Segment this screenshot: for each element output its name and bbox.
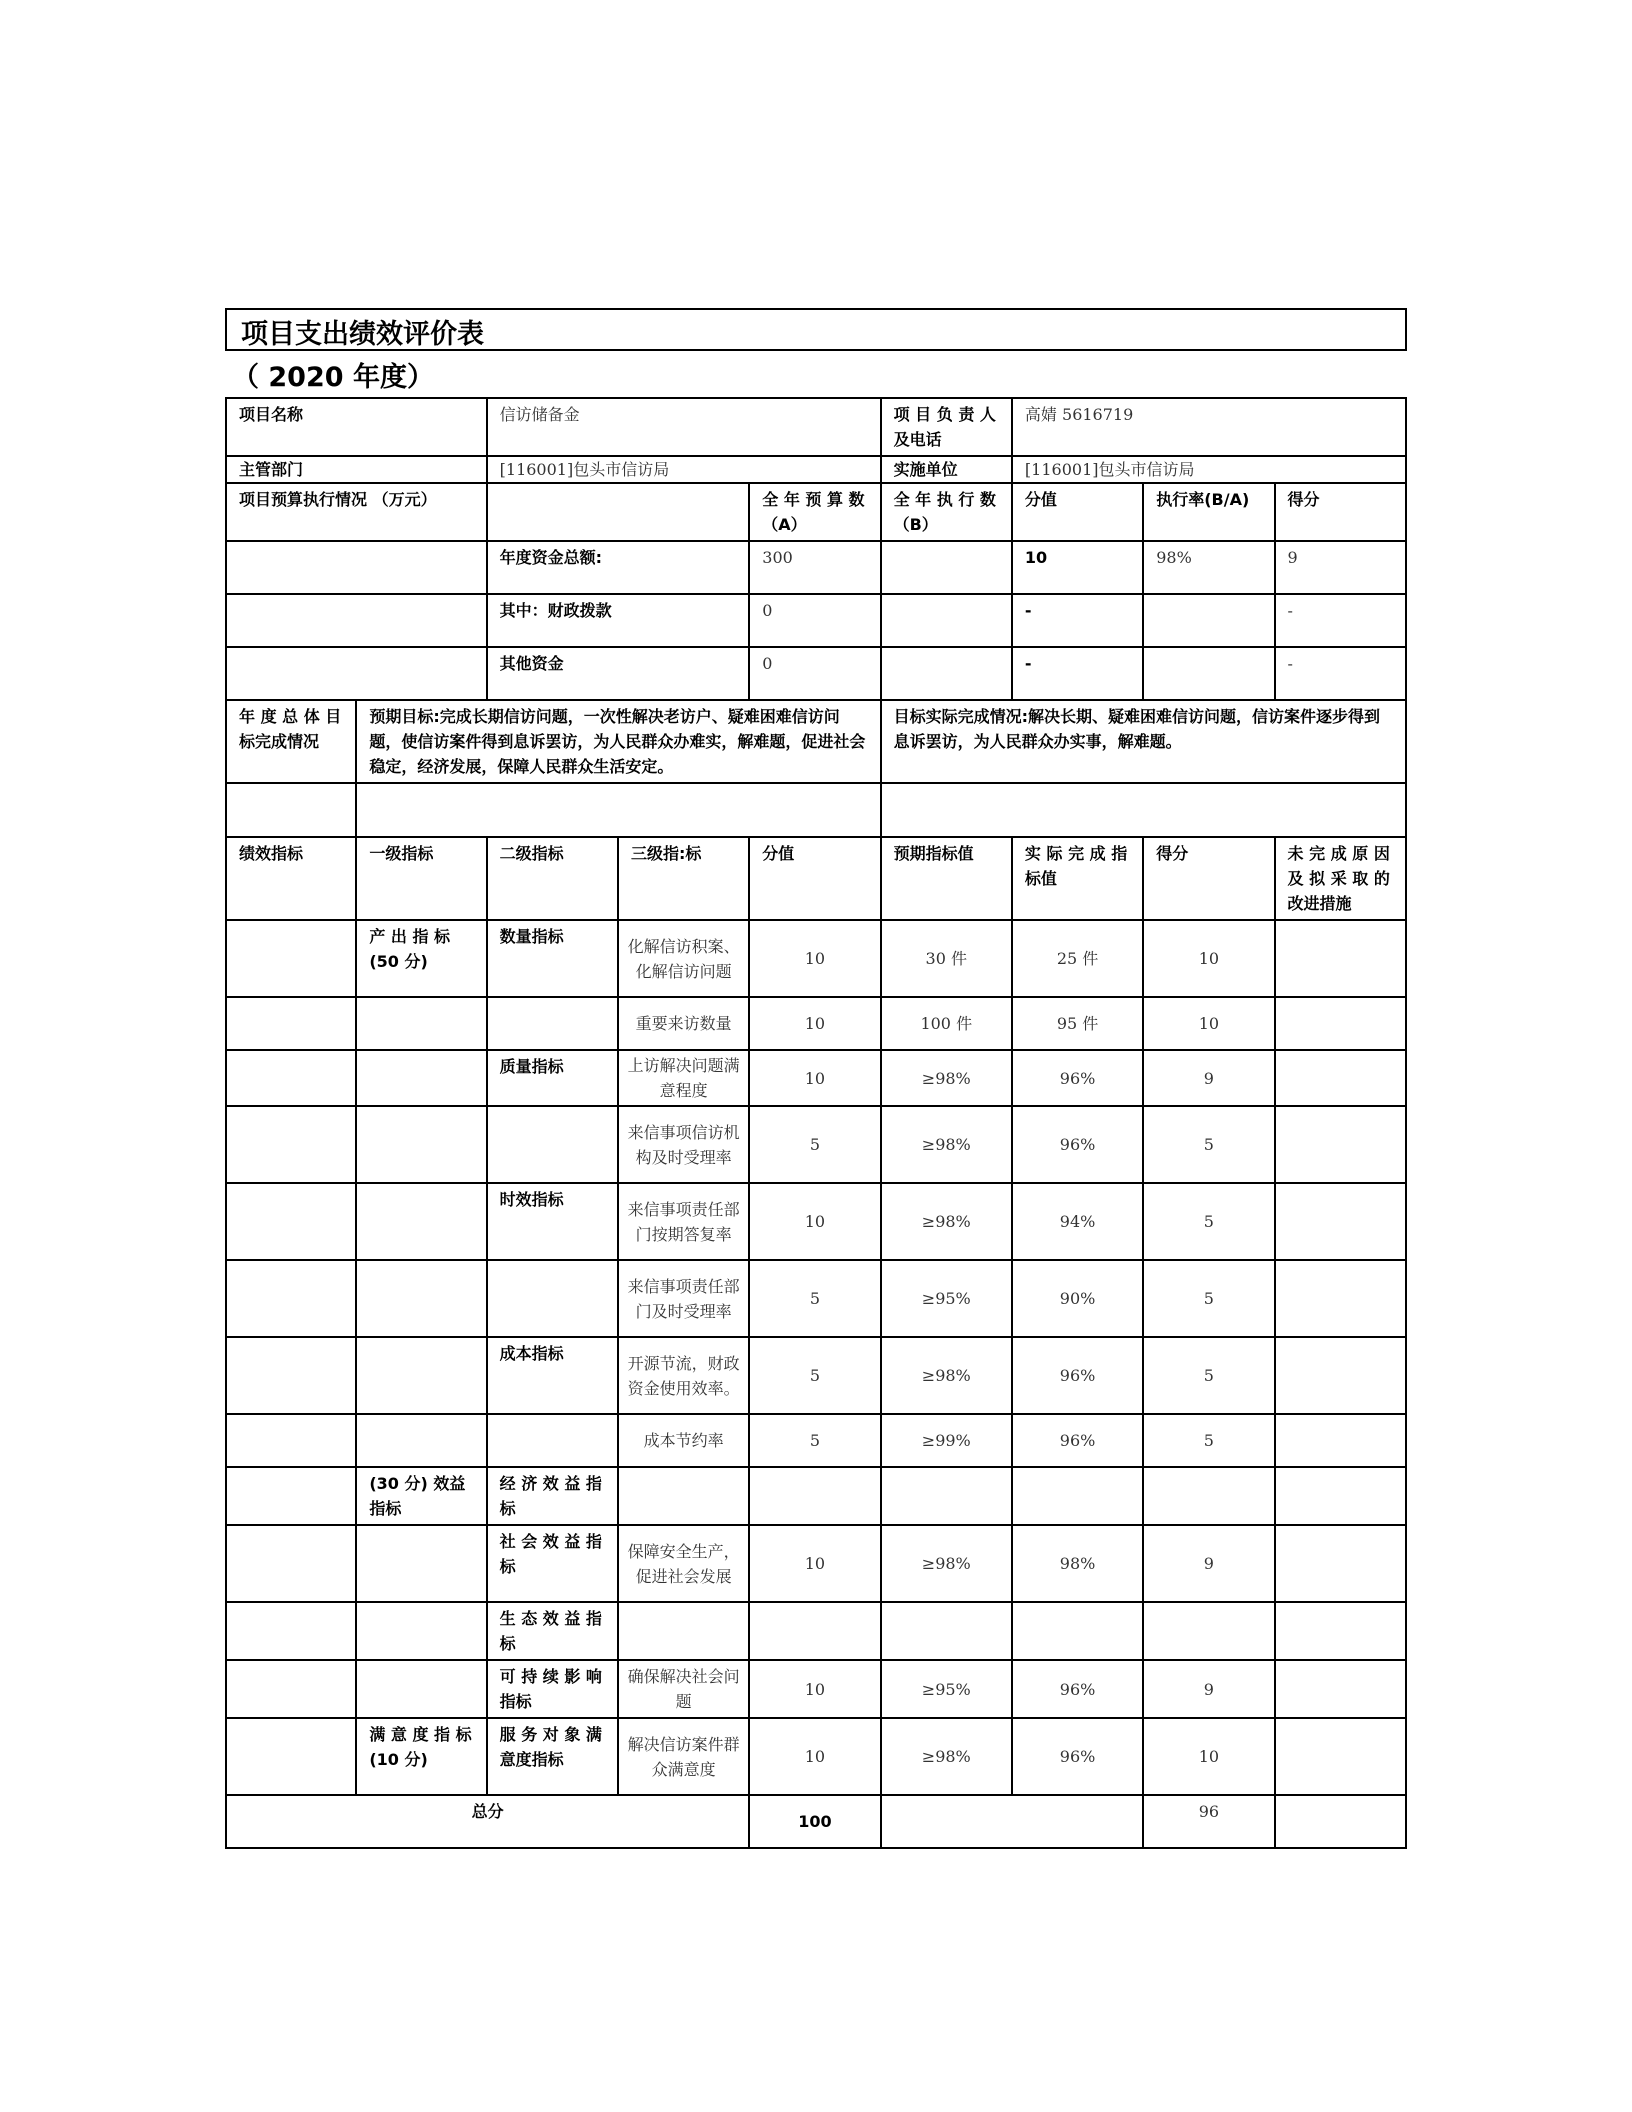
indicator-got: 9 — [1143, 1660, 1274, 1718]
blank-cell — [226, 920, 356, 997]
indicator-actual: 98% — [1012, 1525, 1143, 1602]
blank-cell — [226, 1337, 356, 1414]
info-row-project — [226, 398, 1406, 456]
indicator-actual: 25 件 — [1012, 920, 1143, 997]
indicator-reason — [1275, 1718, 1406, 1795]
indicator-reason — [1275, 1525, 1406, 1602]
leader-value: 高婧 5616719 — [1012, 398, 1406, 456]
project-name-label: 项目名称 — [226, 398, 487, 456]
budget-row-label: 年度资金总额: — [487, 541, 750, 594]
table-row — [226, 1467, 1406, 1525]
blank-cell — [226, 1660, 356, 1718]
indicator-reason — [1275, 1467, 1406, 1525]
indicator-l2: 生 态 效 益 指标 — [487, 1602, 618, 1660]
impl-label: 实施单位 — [881, 456, 1012, 483]
indicator-score: 10 — [749, 920, 880, 997]
indicator-score — [749, 1602, 880, 1660]
blank-cell — [226, 1183, 356, 1260]
indicator-got: 5 — [1143, 1260, 1274, 1337]
goal-label: 年 度 总 体 目 标完成情况 — [226, 700, 356, 783]
indicator-l1: 满 意 度 指 标 (10 分) — [356, 1718, 486, 1795]
table-row — [226, 1718, 1406, 1795]
indicator-got: 5 — [1143, 1106, 1274, 1183]
indicator-expect: ≥95% — [881, 1260, 1012, 1337]
indicator-score — [749, 1467, 880, 1525]
indicator-l2 — [487, 1106, 618, 1183]
indicator-got: 5 — [1143, 1337, 1274, 1414]
indicator-expect: ≥98% — [881, 1050, 1012, 1106]
ind-h-score: 分值 — [749, 837, 880, 920]
table-row — [226, 920, 1406, 997]
indicator-reason — [1275, 1337, 1406, 1414]
dept-value: [116001]包头市信访局 — [487, 456, 881, 483]
total-score: 100 — [749, 1795, 880, 1848]
indicator-expect: ≥95% — [881, 1660, 1012, 1718]
indicator-l1 — [356, 1414, 486, 1467]
indicator-l3: 开源节流，财政资金使用效率。 — [618, 1337, 749, 1414]
budget-row-plan: 300 — [749, 541, 880, 594]
indicator-expect: ≥98% — [881, 1525, 1012, 1602]
indicator-score: 10 — [749, 1183, 880, 1260]
indicator-reason — [1275, 1602, 1406, 1660]
indicator-l2: 可 持 续 影 响指标 — [487, 1660, 618, 1718]
indicator-got: 5 — [1143, 1183, 1274, 1260]
indicator-score: 10 — [749, 1660, 880, 1718]
table-row — [226, 1525, 1406, 1602]
year-label: （ 2020 年度） — [232, 362, 434, 393]
indicator-l2: 社 会 效 益 指标 — [487, 1525, 618, 1602]
blank-cell — [226, 1467, 356, 1525]
indicator-l3: 上访解决问题满意程度 — [618, 1050, 749, 1106]
ind-h-l1: 一级指标 — [356, 837, 486, 920]
budget-h-got: 得分 — [1275, 483, 1406, 541]
table-row — [226, 1660, 1406, 1718]
indicator-l3: 解决信访案件群众满意度 — [618, 1718, 749, 1795]
impl-value: [116001]包头市信访局 — [1012, 456, 1406, 483]
indicator-l3: 重要来访数量 — [618, 997, 749, 1050]
budget-row-label: 其中：财政拨款 — [487, 594, 750, 647]
blank-cell — [226, 1260, 356, 1337]
blank-cell — [226, 1414, 356, 1467]
budget-row-plan: 0 — [749, 594, 880, 647]
budget-rows — [226, 541, 1406, 700]
blank-cell — [881, 1795, 1144, 1848]
blank-cell — [226, 647, 487, 700]
indicator-actual: 96% — [1012, 1660, 1143, 1718]
table-row — [226, 1183, 1406, 1260]
ind-h-got: 得分 — [1143, 837, 1274, 920]
table-row — [226, 1337, 1406, 1414]
indicator-score: 10 — [749, 1050, 880, 1106]
indicator-l1 — [356, 1183, 486, 1260]
table-row — [226, 1050, 1406, 1106]
project-name-value: 信访储备金 — [487, 398, 881, 456]
budget-row-rate: 98% — [1143, 541, 1274, 594]
indicator-reason — [1275, 1050, 1406, 1106]
indicator-l1 — [356, 1602, 486, 1660]
indicator-l3: 来信事项责任部门按期答复率 — [618, 1183, 749, 1260]
info-row-dept — [226, 456, 1406, 483]
budget-row — [226, 541, 1406, 594]
indicator-l3: 确保解决社会问题 — [618, 1660, 749, 1718]
indicator-score: 5 — [749, 1414, 880, 1467]
blank-cell — [226, 1525, 356, 1602]
budget-row-exec — [881, 541, 1012, 594]
indicator-l2: 成本指标 — [487, 1337, 618, 1414]
ind-h-l2: 二级指标 — [487, 837, 618, 920]
budget-blank — [487, 483, 750, 541]
indicator-got: 10 — [1143, 1718, 1274, 1795]
indicator-l3 — [618, 1602, 749, 1660]
indicator-l3: 成本节约率 — [618, 1414, 749, 1467]
indicator-actual: 94% — [1012, 1183, 1143, 1260]
blank-cell — [226, 541, 487, 594]
indicator-l1 — [356, 1525, 486, 1602]
indicator-reason — [1275, 1106, 1406, 1183]
indicator-reason — [1275, 1660, 1406, 1718]
indicator-actual: 96% — [1012, 1106, 1143, 1183]
indicator-l1: 产 出 指 标 (50 分) — [356, 920, 486, 997]
total-row — [226, 1795, 1406, 1848]
indicator-l3: 保障安全生产，促进社会发展 — [618, 1525, 749, 1602]
indicator-l1: (30 分) 效益指标 — [356, 1467, 486, 1525]
indicator-actual: 96% — [1012, 1414, 1143, 1467]
indicator-reason — [1275, 1183, 1406, 1260]
goal-actual: 目标实际完成情况:解决长期、疑难困难信访问题，信访案件逐步得到息诉罢访，为人民群众办实事，解难题。 — [881, 700, 1406, 783]
budget-row-rate — [1143, 647, 1274, 700]
blank-cell — [226, 594, 487, 647]
table-row — [226, 1414, 1406, 1467]
budget-label: 项目预算执行情况 （万元） — [226, 483, 487, 541]
indicator-l2: 质量指标 — [487, 1050, 618, 1106]
indicator-l2: 数量指标 — [487, 920, 618, 997]
total-got: 96 — [1143, 1795, 1274, 1848]
goal-row — [226, 700, 1406, 783]
budget-row-rate — [1143, 594, 1274, 647]
blank-cell — [1275, 1795, 1406, 1848]
indicator-l2 — [487, 997, 618, 1050]
indicator-got: 10 — [1143, 920, 1274, 997]
indicator-got — [1143, 1602, 1274, 1660]
ind-h-expect: 预期指标值 — [881, 837, 1012, 920]
indicator-score: 10 — [749, 997, 880, 1050]
indicator-l1 — [356, 997, 486, 1050]
indicator-reason — [1275, 997, 1406, 1050]
indicator-l3: 化解信访积案、化解信访问题 — [618, 920, 749, 997]
blank-cell — [226, 1106, 356, 1183]
indicator-l1 — [356, 1050, 486, 1106]
budget-row — [226, 594, 1406, 647]
budget-row-score: 10 — [1012, 541, 1143, 594]
budget-row-label: 其他资金 — [487, 647, 750, 700]
indicator-l3: 来信事项责任部门及时受理率 — [618, 1260, 749, 1337]
ind-h-perf: 绩效指标 — [226, 837, 356, 920]
budget-h-exec: 全 年 执 行 数（B） — [881, 483, 1012, 541]
indicator-l2 — [487, 1260, 618, 1337]
budget-row-plan: 0 — [749, 647, 880, 700]
indicator-score: 10 — [749, 1718, 880, 1795]
blank-cell — [226, 1602, 356, 1660]
indicator-expect: 30 件 — [881, 920, 1012, 997]
indicator-actual: 96% — [1012, 1337, 1143, 1414]
table-row — [226, 1260, 1406, 1337]
budget-row-exec — [881, 647, 1012, 700]
indicator-expect — [881, 1467, 1012, 1525]
budget-row-exec — [881, 594, 1012, 647]
budget-header-row — [226, 483, 1406, 541]
indicator-expect: ≥98% — [881, 1337, 1012, 1414]
budget-row-got: 9 — [1275, 541, 1406, 594]
ind-h-reason: 未 完 成 原 因 及 拟 采 取 的改进措施 — [1275, 837, 1406, 920]
indicator-got: 10 — [1143, 997, 1274, 1050]
indicator-score: 10 — [749, 1525, 880, 1602]
indicator-score: 5 — [749, 1337, 880, 1414]
budget-row-score: - — [1012, 647, 1143, 700]
indicator-reason — [1275, 920, 1406, 997]
indicator-got: 9 — [1143, 1050, 1274, 1106]
budget-row-got: - — [1275, 647, 1406, 700]
budget-h-plan: 全 年 预 算 数（A） — [749, 483, 880, 541]
indicator-l1 — [356, 1337, 486, 1414]
table-row — [226, 1106, 1406, 1183]
indicator-expect: ≥98% — [881, 1183, 1012, 1260]
indicator-expect: ≥98% — [881, 1106, 1012, 1183]
indicator-l2: 服 务 对 象 满意度指标 — [487, 1718, 618, 1795]
indicator-expect: ≥98% — [881, 1718, 1012, 1795]
indicator-rows — [226, 920, 1406, 1795]
budget-row-got: - — [1275, 594, 1406, 647]
leader-label: 项 目 负 责 人 及电话 — [881, 398, 1012, 456]
ind-h-l3: 三级指:标 — [618, 837, 749, 920]
indicator-actual — [1012, 1467, 1143, 1525]
blank-cell — [356, 783, 880, 837]
indicator-expect: 100 件 — [881, 997, 1012, 1050]
goal-blank-row — [226, 783, 1406, 837]
indicator-l1 — [356, 1106, 486, 1183]
blank-cell — [226, 783, 356, 837]
indicator-expect — [881, 1602, 1012, 1660]
indicator-header-row — [226, 837, 1406, 920]
indicator-l1 — [356, 1660, 486, 1718]
budget-h-score: 分值 — [1012, 483, 1143, 541]
budget-row-score: - — [1012, 594, 1143, 647]
indicator-l2: 时效指标 — [487, 1183, 618, 1260]
indicator-actual: 96% — [1012, 1050, 1143, 1106]
indicator-l2 — [487, 1414, 618, 1467]
table-row — [226, 997, 1406, 1050]
total-label: 总分 — [226, 1795, 749, 1848]
budget-h-rate: 执行率(B/A) — [1143, 483, 1274, 541]
evaluation-table — [225, 397, 1407, 1849]
indicator-l3 — [618, 1467, 749, 1525]
title-box — [225, 308, 1407, 351]
indicator-got — [1143, 1467, 1274, 1525]
indicator-actual — [1012, 1602, 1143, 1660]
table-row — [226, 1602, 1406, 1660]
indicator-actual: 96% — [1012, 1718, 1143, 1795]
indicator-l1 — [356, 1260, 486, 1337]
indicator-reason — [1275, 1414, 1406, 1467]
indicator-got: 9 — [1143, 1525, 1274, 1602]
dept-label: 主管部门 — [226, 456, 487, 483]
blank-cell — [226, 1718, 356, 1795]
indicator-got: 5 — [1143, 1414, 1274, 1467]
indicator-score: 5 — [749, 1260, 880, 1337]
indicator-actual: 95 件 — [1012, 997, 1143, 1050]
blank-cell — [226, 1050, 356, 1106]
blank-cell — [226, 997, 356, 1050]
goal-expected: 预期目标:完成长期信访问题，一次性解决老访户、疑难困难信访问题，使信访案件得到息诉罢访，为人民群众办难实，解难题，促进社会稳定，经济发展，保障人民群众生活安定。 — [356, 700, 880, 783]
indicator-reason — [1275, 1260, 1406, 1337]
blank-cell — [881, 783, 1406, 837]
indicator-actual: 90% — [1012, 1260, 1143, 1337]
indicator-expect: ≥99% — [881, 1414, 1012, 1467]
indicator-score: 5 — [749, 1106, 880, 1183]
page-title: 项目支出绩效评价表 — [241, 319, 484, 350]
indicator-l3: 来信事项信访机构及时受理率 — [618, 1106, 749, 1183]
indicator-l2: 经 济 效 益 指标 — [487, 1467, 618, 1525]
ind-h-actual: 实 际 完 成 指标值 — [1012, 837, 1143, 920]
budget-row — [226, 647, 1406, 700]
